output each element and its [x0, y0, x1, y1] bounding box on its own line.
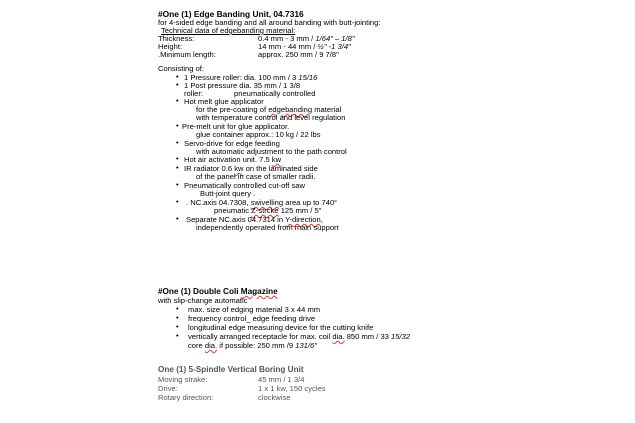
thickness-value: 0.4 mm - 3 mm / 1/64" – 1/8" — [258, 34, 355, 43]
list-item-separate-nc-axis: Separate NC.axis 04.7314 in Y-direction, — [186, 215, 323, 224]
list-item-servo-drive: Servo-drive for edge feeding — [184, 139, 280, 148]
height-value: 14 mm - 44 mm / ½" -1 3/4" — [258, 42, 351, 51]
bullet: • — [176, 80, 179, 89]
coil-core-detail: core dia. if possible: 250 mm /9 131/6" — [188, 341, 317, 350]
bullet: • — [176, 138, 179, 147]
moving-stroke-value: 45 mm / 1 3/4 — [258, 375, 305, 384]
minimum-length-value: approx. 250 mm / 9 7/8" — [258, 50, 339, 59]
edge-unit-subtitle: for 4-sided edge banding and all around banding with butt-jointing: — [158, 18, 381, 27]
bullet: • — [176, 304, 179, 313]
tech-data-heading: Technical data of edgebanding material: — [161, 26, 296, 35]
list-item-pressure-roller: 1 Pressure roller: dia. 100 mm / 3 15/16 — [184, 73, 318, 82]
ir-radiator-detail: of the panel in case of smaller radii. — [196, 172, 316, 181]
nc-axis-detail: pneumatic Z-strcke 125 mm / 5" — [214, 206, 322, 215]
bullet: • — [176, 163, 179, 172]
coil-magazine-subtitle: with slip-change automatic — [158, 296, 248, 305]
list-item-glue-applicator: Hot melt glue applicator — [184, 97, 264, 106]
rotary-direction-value: clockwise — [258, 393, 291, 402]
boring-unit-title: One (1) 5-Spindle Vertical Boring Unit — [158, 365, 304, 374]
moving-stroke-label: Moving strake: — [158, 375, 208, 384]
list-item-pre-melt-unit: Pre-melt unit for glue applicator. — [182, 122, 290, 131]
bullet: • — [176, 72, 179, 81]
edge-unit-title: #One (1) Edge Banding Unit, 04.7316 — [158, 9, 304, 19]
list-item-edging-size: max. size of edging material 3 x 44 mm — [188, 305, 321, 314]
bullet: • — [176, 96, 179, 105]
consisting-of-label: Consisting of: — [158, 64, 205, 73]
drive-label: Drive: — [158, 384, 178, 393]
list-item-hot-air: Hot air activation unit. 7.5 kw — [184, 155, 282, 164]
drive-value: 1 x 1 kw, 150 cycles — [258, 384, 326, 393]
list-item-nc-axis: . NC.axis 04.7308, swivelling area up to 740° — [186, 198, 338, 207]
minimum-length-label: .Minimum length: — [158, 50, 216, 59]
bullet: • — [176, 180, 179, 189]
list-item-edge-measuring: longitudinal edge measuring device for the cutting knife — [188, 323, 374, 332]
bullet: • — [176, 331, 179, 340]
pre-melt-detail: glue container approx.: 10 kg / 22 lbs — [196, 130, 321, 139]
glue-applicator-detail-1: for the pre-coating of edgebanding material — [196, 105, 342, 114]
servo-drive-detail: with automatic adjustment to the path control — [196, 147, 347, 156]
separate-nc-axis-detail: independently operated from main support — [196, 223, 339, 232]
list-item-ir-radiator: IR radiator 0.6 kw on the laminated side — [184, 164, 318, 173]
list-item-cut-off-saw: Pneumatically controlled cut-off saw — [184, 181, 305, 190]
coil-magazine-title: #One (1) Double Coli Magazine — [158, 287, 278, 296]
list-item-post-pressure: 1 Post pressure dia. 35 mm / 1 3/8 — [184, 81, 301, 90]
bullet: • — [176, 214, 179, 223]
rotary-direction-label: Rotary direction: — [158, 393, 214, 402]
list-item-coil-receptacle: vertically arranged receptacle for max. coil dia. 850 mm / 33 15/32 — [188, 332, 411, 341]
bullet: • — [176, 197, 179, 206]
post-pressure-roller-value: pneumatically controlled — [234, 89, 316, 98]
cut-off-saw-detail: Butt-joint query . — [200, 189, 256, 198]
bullet: • — [176, 121, 179, 130]
thickness-label: Thickness: — [158, 34, 195, 43]
height-label: Height: — [158, 42, 183, 51]
bullet: • — [176, 313, 179, 322]
bullet: • — [176, 154, 179, 163]
post-pressure-roller-label: roller: — [184, 89, 203, 98]
bullet: • — [176, 322, 179, 331]
list-item-frequency-control: frequency control_ edge feeding drive — [188, 314, 316, 323]
glue-applicator-detail-2: with temperature control and level regulation — [196, 113, 346, 122]
